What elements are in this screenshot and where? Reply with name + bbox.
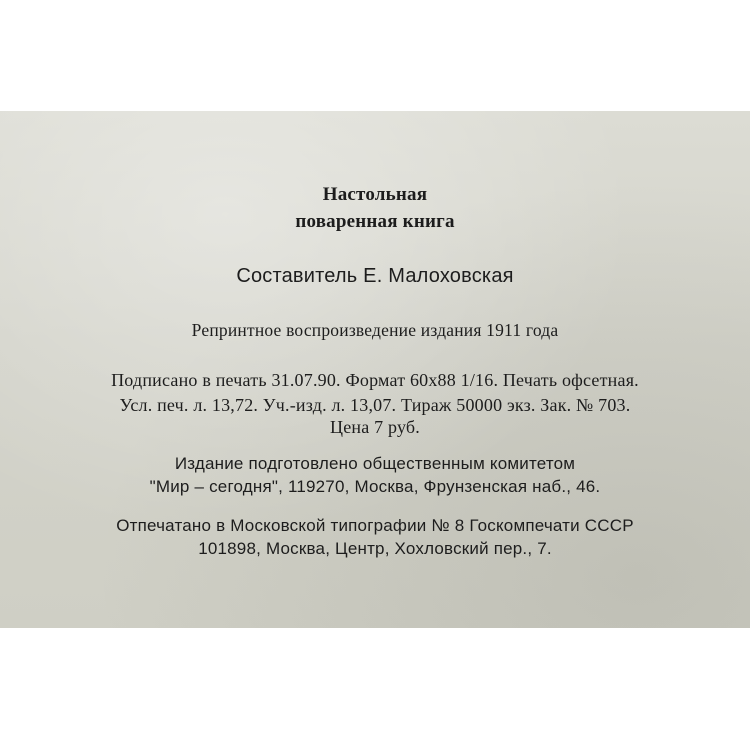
reprint-note: Репринтное воспроизведение издания 1911 года <box>191 320 559 340</box>
printer-line-1: Отпечатано в Московской типографии № 8 Госкомпечати СССР <box>116 516 634 535</box>
compiler-credit: Составитель Е. Малоховская <box>236 265 514 287</box>
imprint-line-2: Усл. печ. л. 13,72. Уч.-изд. л. 13,07. Тираж 50000 экз. Зак. № 703. <box>119 395 631 415</box>
imprint-line-1: Подписано в печать 31.07.90. Формат 60х88 1/16. Печать офсетная. <box>111 370 639 390</box>
publisher-line-1: Издание подготовлено общественным комитетом <box>174 454 576 473</box>
price: Цена 7 руб. <box>330 417 420 437</box>
printer-line-2: 101898, Москва, Центр, Хохловский пер., 7. <box>198 539 552 558</box>
publisher-line-2: "Мир – сегодня", 119270, Москва, Фрунзенская наб., 46. <box>149 477 601 496</box>
book-page <box>0 111 750 628</box>
book-title-line-2: поваренная книга <box>295 211 455 232</box>
book-title-line-1: Настольная <box>322 184 428 205</box>
